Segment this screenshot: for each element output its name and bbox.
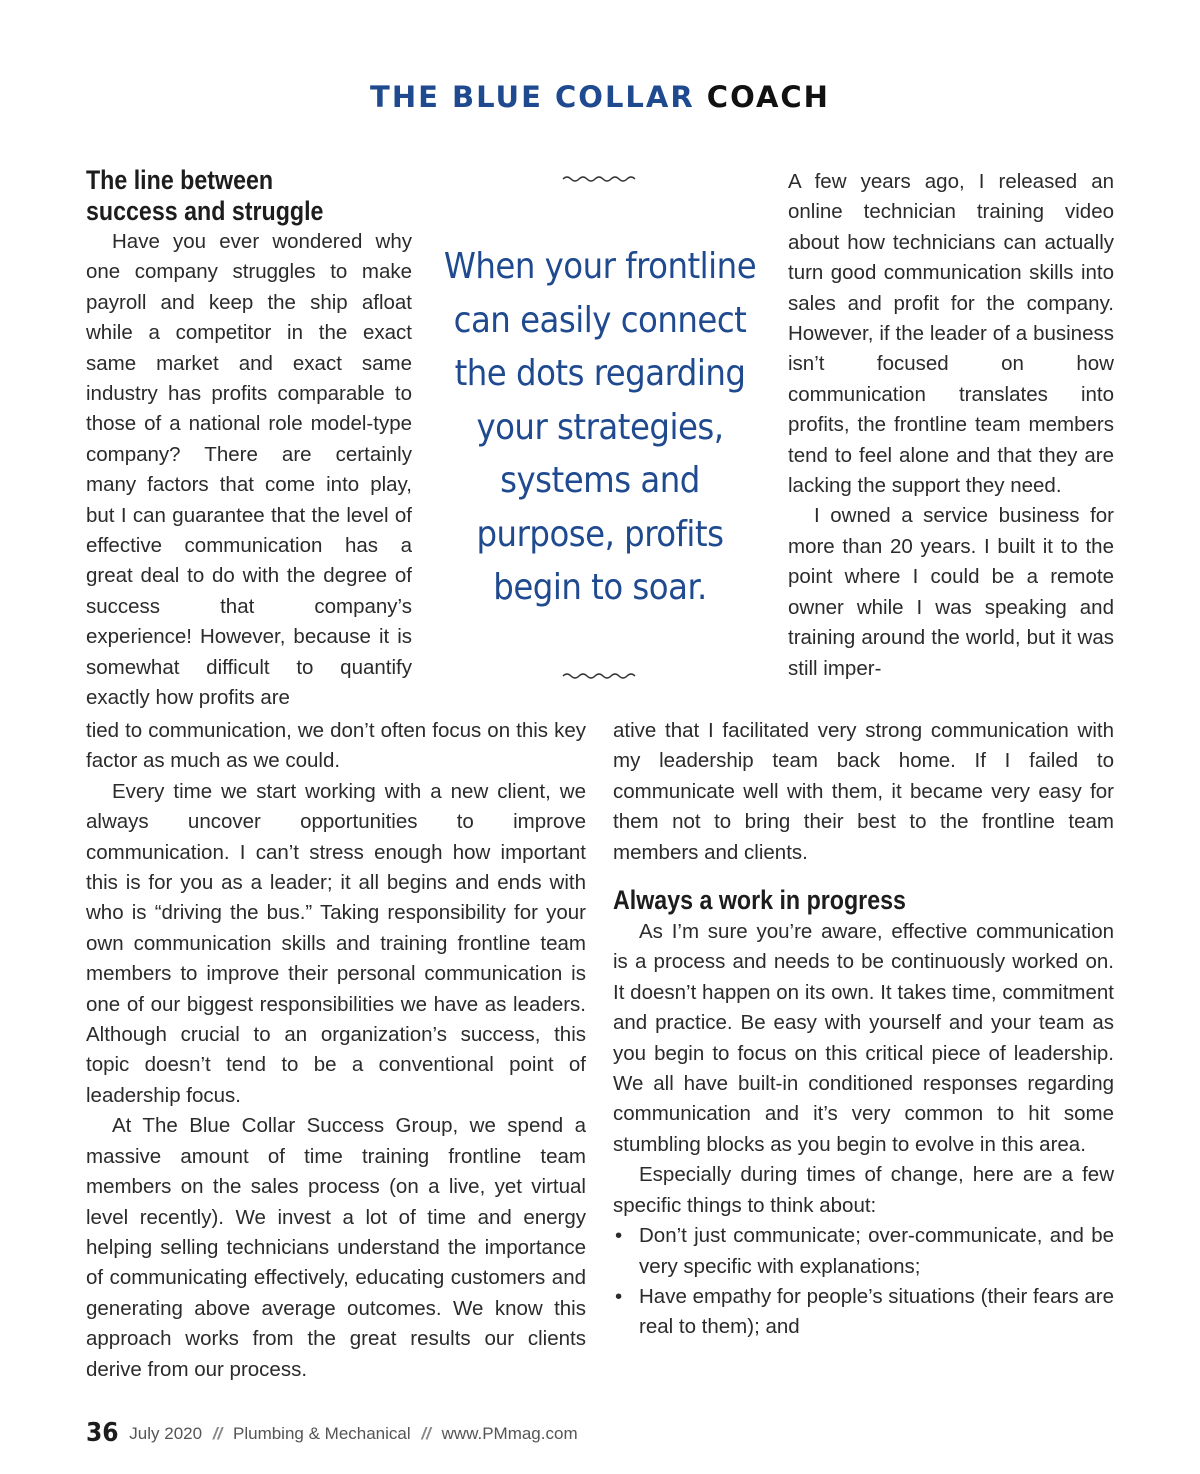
header-brand: THE BLUE COLLAR	[370, 80, 695, 114]
tips-list	[613, 1221, 1114, 1343]
right-column-top	[788, 167, 1114, 684]
right-para1: A few years ago, I released an online technician training video about how technicians can actually turn good communication skills into sales and profit for the company. However, if the leader of a business isn’t focused on how communication translates into profits, the frontline team members tend to feel alone and that they are lacking the support they need.	[788, 170, 1114, 498]
section1-heading-line1: The line between	[86, 165, 274, 195]
squiggle-bottom-icon	[562, 670, 636, 682]
footer-separator: //	[212, 1424, 223, 1443]
section-header	[0, 80, 1200, 114]
footer-separator: //	[421, 1424, 431, 1443]
footer-url[interactable]: www.PMmag.com	[441, 1424, 578, 1443]
footer-publication: Plumbing & Mechanical	[233, 1424, 411, 1443]
header-suffix: COACH	[706, 80, 830, 114]
bullet-icon: •	[615, 1224, 623, 1248]
footer-date: July 2020	[129, 1424, 203, 1443]
page-number: 36	[86, 1418, 119, 1448]
squiggle-top-icon	[562, 173, 636, 185]
section2-heading: Always a work in progress	[613, 885, 906, 916]
page-footer	[86, 1418, 578, 1448]
section1-para3: At The Blue Collar Success Group, we spend a massive amount of time training frontline team members on the sales process (on a live, yet virtual level recently). We invest a lot of time and energy helping selling technicians understand the importance of communicating effectively, educating customers and generating above average outcomes. We know this approach works from the great results our clients derive from our process.	[86, 1114, 586, 1381]
section1-heading-line2: success and struggle	[86, 196, 324, 226]
right-para2-top: I owned a service business for more than 20 years. I built it to the point where I could be a remote owner while I was speaking and training around the world, but it was still imper-	[788, 504, 1114, 680]
left-column-bottom	[86, 716, 586, 1385]
section1-para1-bottom: tied to communication, we don’t often focus on this key factor as much as we could.	[86, 719, 586, 773]
right-column-bottom	[613, 716, 1114, 1343]
bullet-icon: •	[615, 1284, 623, 1308]
list-item	[613, 1221, 1114, 1282]
list-item-text: Have empathy for people’s situations (their fears are real to them); and	[639, 1284, 1114, 1339]
pull-quote: When your frontline can easily connect the dots regarding your strategies, systems and purpose, profits begin to soar.	[443, 246, 757, 608]
left-column-top	[86, 165, 412, 714]
section1-para2: Every time we start working with a new client, we always uncover opportunities to improve communication. I can’t stress enough how important this is for you as a leader; it all begins and ends with who is “driving the bus.” Taking responsibility for your own communication skills and training frontline team members to improve their personal communication is one of our biggest responsibilities we have as leaders. Although crucial to an organization’s success, this topic doesn’t tend to be a conventional point of leadership focus.	[86, 779, 586, 1107]
section2-para1: As I’m sure you’re aware, effective communication is a process and needs to be continuously worked on. It doesn’t happen on its own. It takes time, commitment and practice. Be easy with yourself and your team as you begin to focus on this critical piece of leadership. We all have built-in conditioned responses regarding communication and it’s very common to hit some stumbling blocks as you begin to evolve in this area.	[613, 920, 1114, 1156]
right-para2-bottom: ative that I facilitated very strong communication with my leadership team back home. If I failed to communicate well with them, it became very easy for them not to bring their best to the frontline team members and clients.	[613, 719, 1114, 864]
list-item	[613, 1282, 1114, 1343]
section2-para2: Especially during times of change, here are a few specific things to think about:	[613, 1163, 1114, 1217]
section1-para1-top: Have you ever wondered why one company struggles to make payroll and keep the ship afloat while a competitor in the exact same market and exact same industry has profits comparable to those of a national role model-type company? There are certainly many factors that come into play, but I can guarantee that the level of effective communication has a great deal to do with the degree of success that company’s experience! However, because it is somewhat difficult to quantify exactly how profits are	[86, 230, 412, 710]
list-item-text: Don’t just communicate; over-communicate, and be very specific with explanations;	[639, 1224, 1114, 1278]
